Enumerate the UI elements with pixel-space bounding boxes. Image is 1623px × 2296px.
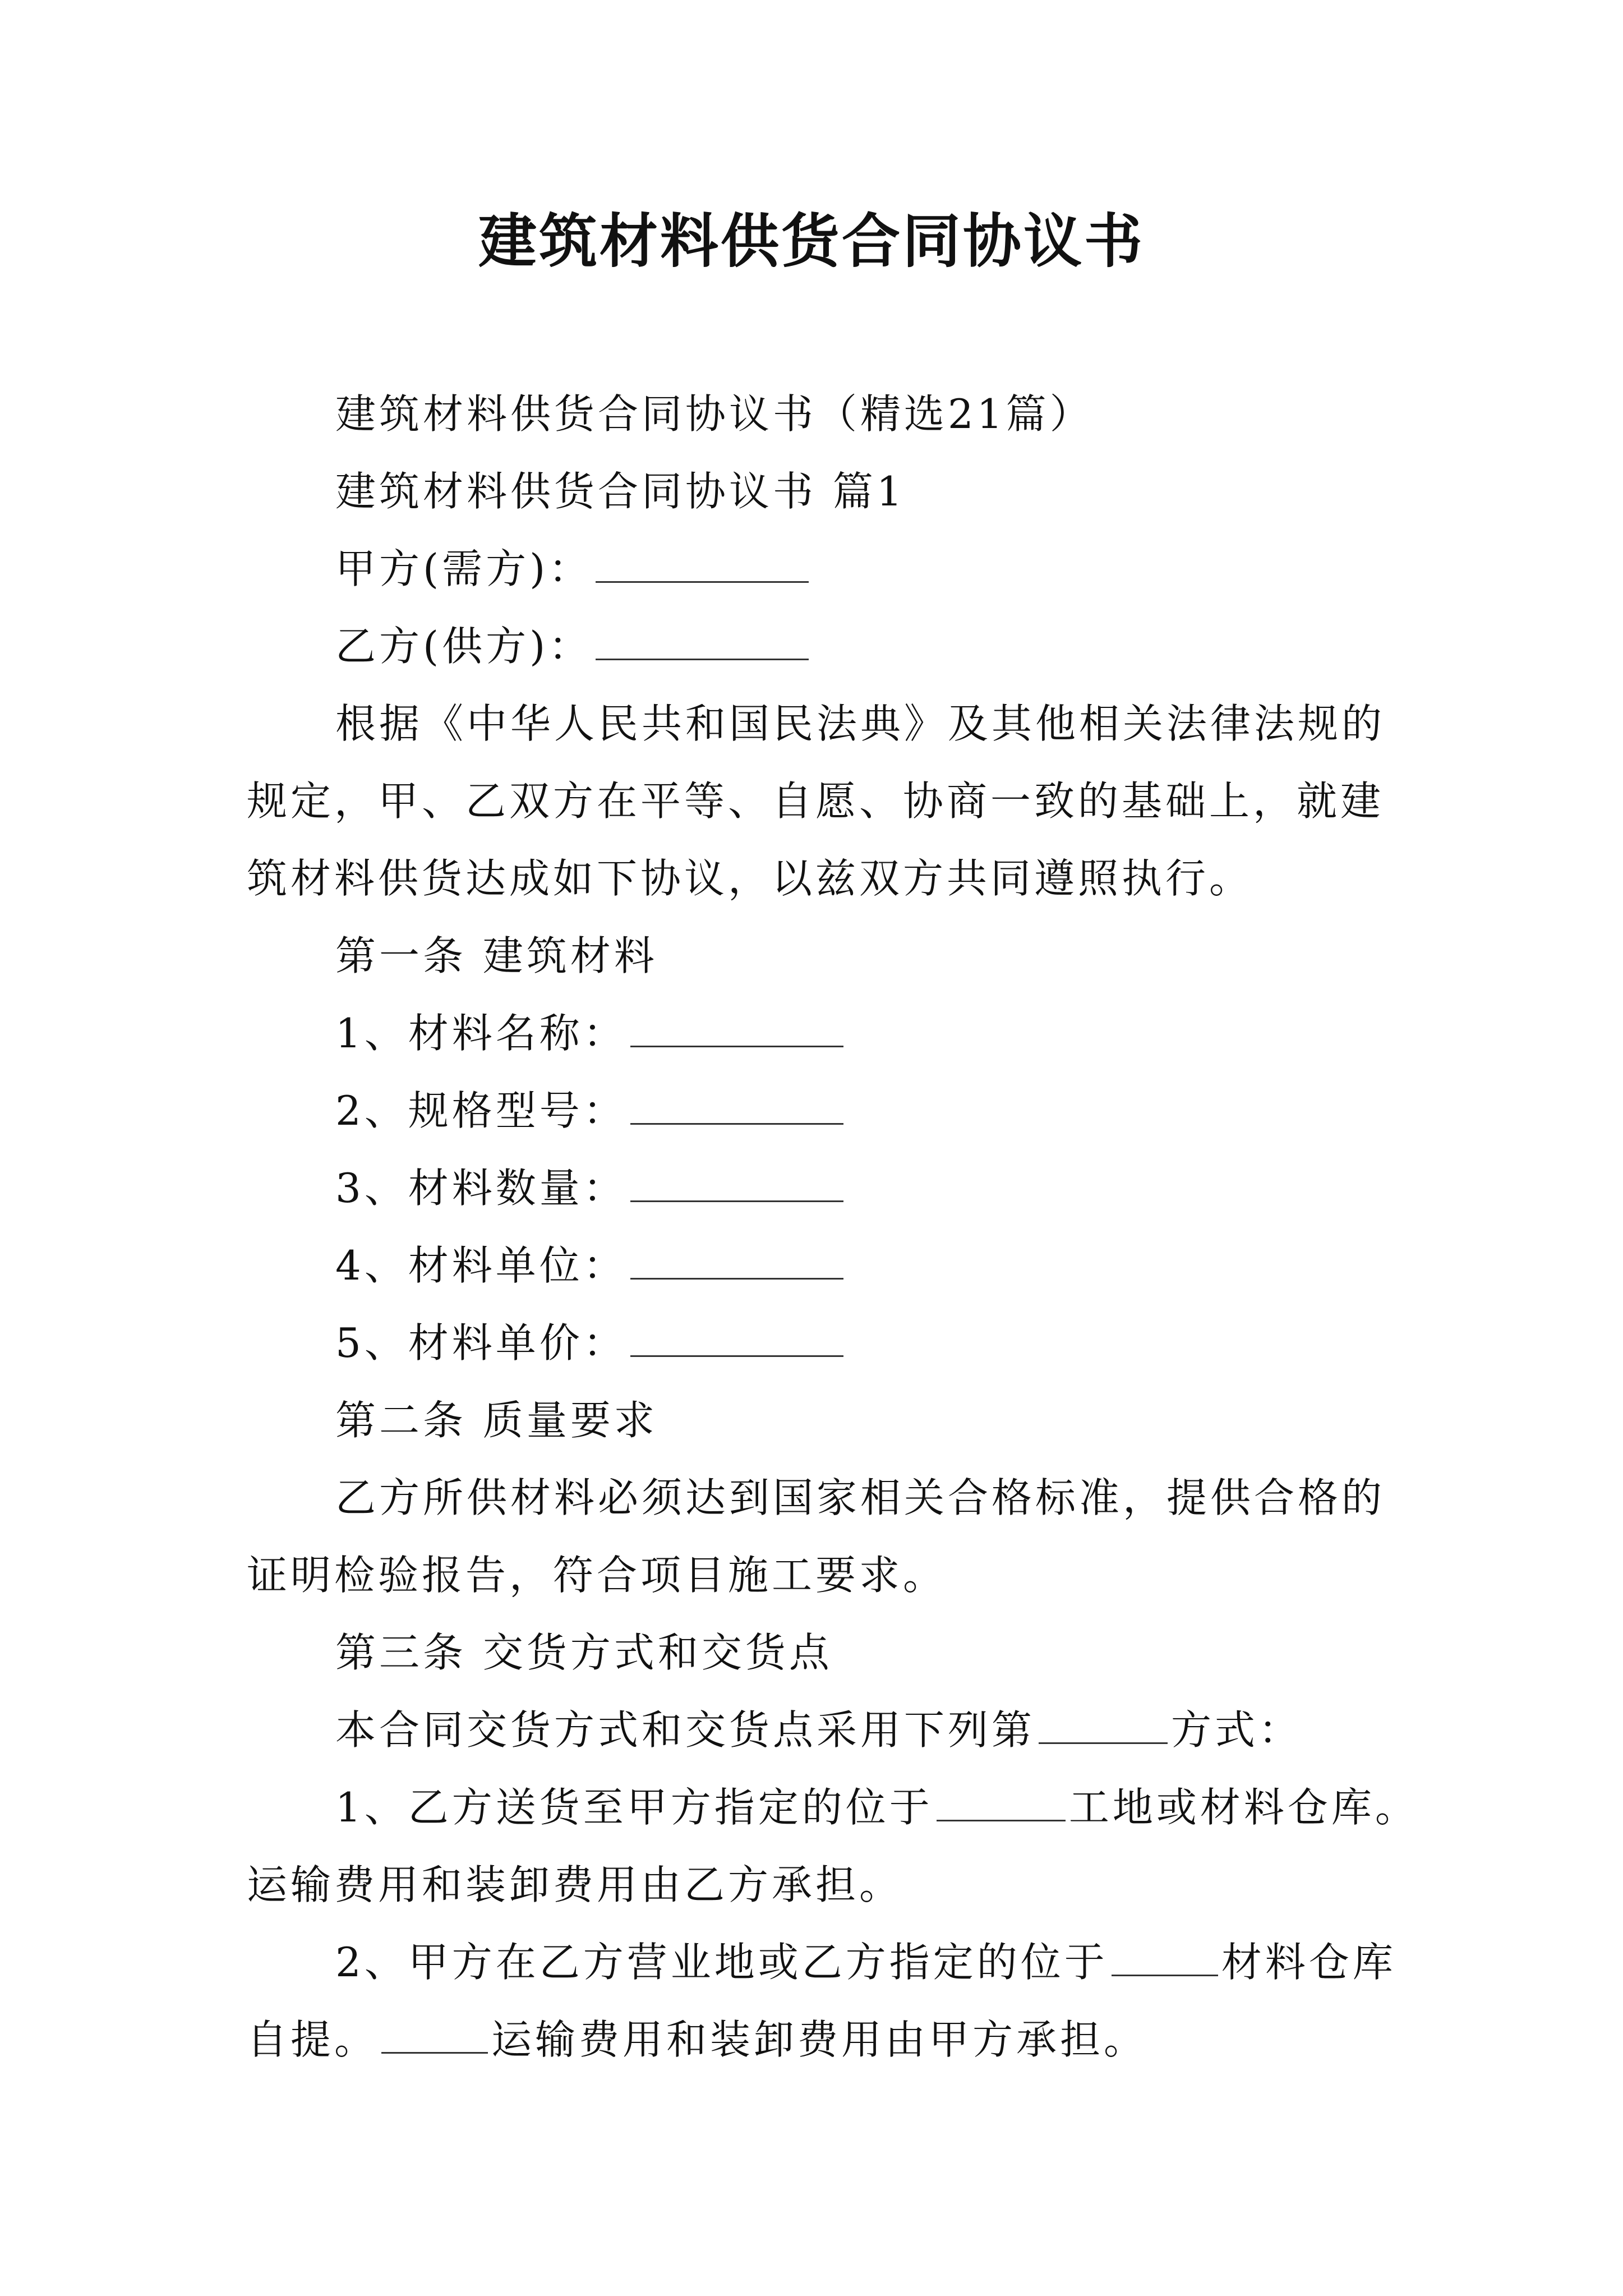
field-line: [335, 1316, 847, 1370]
section-heading: 建筑材料供货合同协议书 篇1: [335, 468, 906, 515]
article-heading: 第一条 建筑材料: [335, 932, 658, 979]
subtitle-line: 建筑材料供货合同协议书（精选21篇）: [335, 390, 1094, 438]
party-a-blank: [596, 542, 809, 583]
paragraph-line: 筑材料供货达成如下协议，以兹双方共同遵照执行。: [247, 855, 1253, 902]
paragraph-line: [335, 1780, 1419, 1834]
article-heading: 第三条 交货方式和交货点: [335, 1629, 833, 1676]
field-label: 4、材料单位：: [335, 1242, 627, 1289]
text-segment: 材料仓库: [1221, 1939, 1396, 1986]
field-line: [335, 1161, 847, 1215]
text-segment: 工地或材料仓库。: [1068, 1784, 1419, 1831]
text-segment: 运输费用和装卸费用由甲方承担。: [491, 2016, 1148, 2063]
text-segment: 2、甲方在乙方营业地或乙方指定的位于: [335, 1939, 1108, 1986]
field-line: [335, 1006, 847, 1060]
text-segment: 本合同交货方式和交货点采用下列第: [335, 1706, 1036, 1754]
fill-blank: [937, 1780, 1066, 1821]
party-a-label: 甲方(需方)：: [335, 545, 593, 592]
article-heading: 第二条 质量要求: [335, 1397, 658, 1444]
fill-blank: [381, 2013, 488, 2054]
text-segment: 方式：: [1171, 1706, 1303, 1754]
field-blank: [630, 1084, 843, 1125]
field-blank: [630, 1239, 843, 1280]
field-label: 5、材料单价：: [335, 1319, 627, 1366]
field-blank: [630, 1161, 843, 1202]
document-title: 建筑材料供货合同协议书: [478, 206, 1145, 275]
party-b-line: [335, 619, 812, 673]
field-label: 1、材料名称：: [335, 1010, 627, 1057]
text-segment: 自提。: [247, 2016, 379, 2063]
paragraph-line: [335, 1703, 1302, 1757]
paragraph-line: 规定，甲、乙双方在平等、自愿、协商一致的基础上，就建: [247, 777, 1385, 825]
paragraph-line: 运输费用和装卸费用由乙方承担。: [247, 1861, 903, 1908]
paragraph-line: 乙方所供材料必须达到国家相关合格标准，提供合格的: [335, 1474, 1386, 1521]
paragraph-line: [247, 2013, 1147, 2067]
field-blank: [630, 1316, 843, 1357]
fill-blank: [1112, 1935, 1218, 1976]
paragraph-line: 证明检验报告，符合项目施工要求。: [247, 1552, 947, 1599]
field-label: 2、规格型号：: [335, 1087, 627, 1134]
field-blank: [630, 1006, 843, 1047]
paragraph-line: 根据《中华人民共和国民法典》及其他相关法律法规的: [335, 700, 1386, 747]
text-segment: 1、乙方送货至甲方指定的位于: [335, 1784, 933, 1831]
party-a-line: [335, 542, 812, 596]
field-line: [335, 1084, 847, 1138]
party-b-blank: [596, 619, 809, 660]
fill-blank: [1039, 1703, 1168, 1744]
field-label: 3、材料数量：: [335, 1165, 627, 1212]
paragraph-line: [335, 1935, 1396, 1989]
field-line: [335, 1239, 847, 1292]
party-b-label: 乙方(供方)：: [335, 623, 593, 670]
